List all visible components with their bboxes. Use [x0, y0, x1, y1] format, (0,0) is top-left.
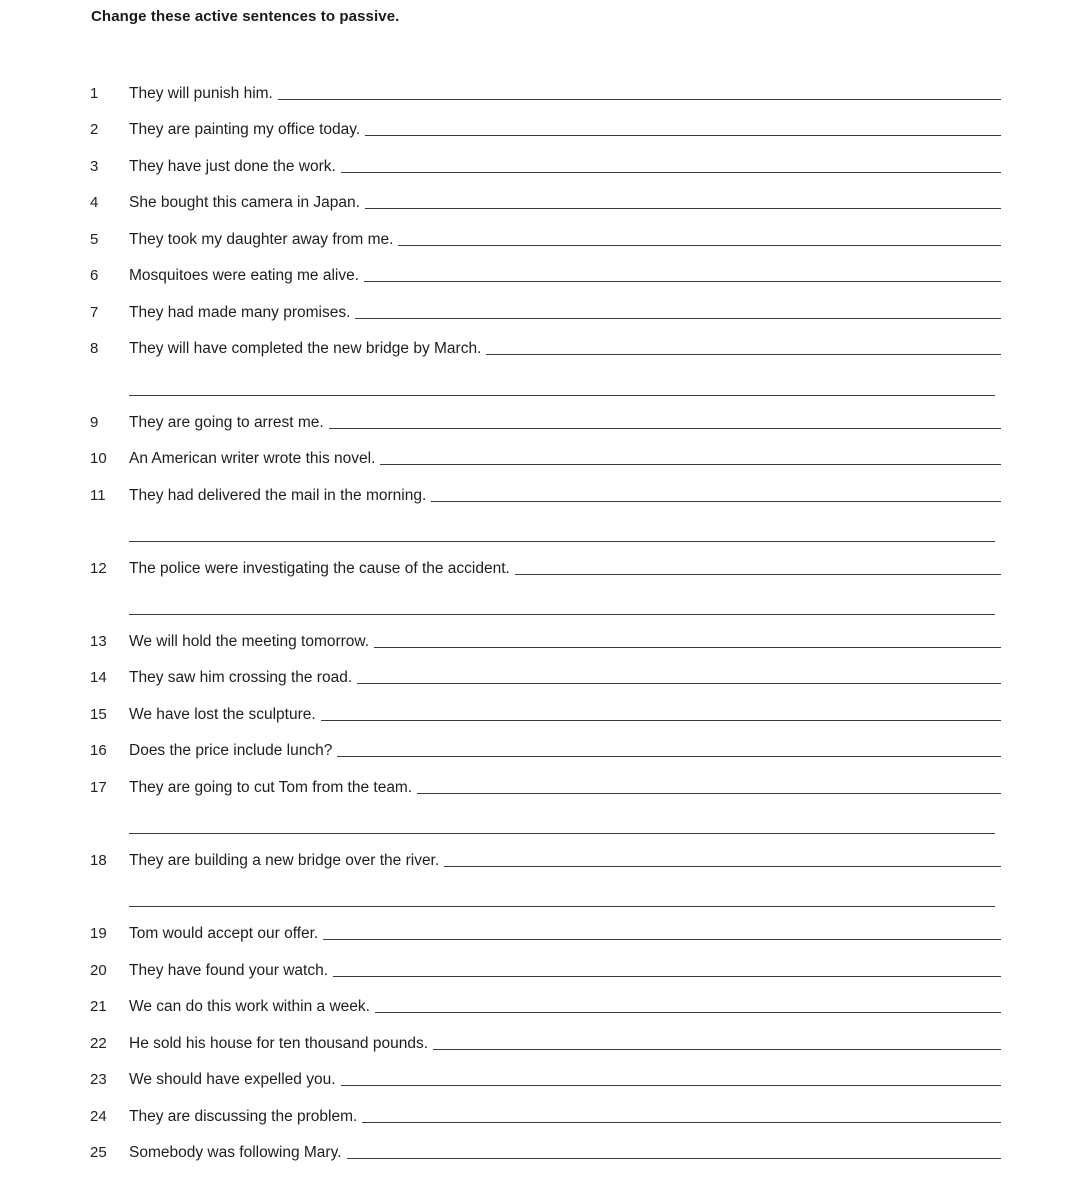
item-number: 21 — [90, 998, 107, 1015]
item-sentence: They are discussing the problem. — [129, 1108, 358, 1125]
item-sentence: Mosquitoes were eating me alive. — [129, 267, 360, 284]
item-number: 23 — [90, 1071, 107, 1088]
exercise-item-5 — [0, 231, 1080, 253]
item-number: 25 — [90, 1144, 107, 1161]
exercise-item-8 — [0, 340, 1080, 362]
item-number: 13 — [90, 633, 107, 650]
item-sentence: They have found your watch. — [129, 962, 329, 979]
item-number: 1 — [90, 85, 99, 102]
item-number: 4 — [90, 194, 99, 211]
item-sentence: We should have expelled you. — [129, 1071, 336, 1088]
answer-line[interactable] — [337, 756, 1001, 757]
exercise-item-3 — [0, 158, 1080, 180]
answer-line[interactable] — [486, 354, 1001, 355]
answer-line[interactable] — [321, 720, 1001, 721]
item-number: 10 — [90, 450, 107, 467]
item-number: 14 — [90, 669, 107, 686]
item-number: 19 — [90, 925, 107, 942]
item-sentence: They are painting my office today. — [129, 121, 361, 138]
item-number: 20 — [90, 962, 107, 979]
item-sentence: Somebody was following Mary. — [129, 1144, 342, 1161]
answer-line[interactable] — [357, 683, 1001, 684]
answer-line[interactable] — [278, 99, 1001, 100]
answer-line[interactable] — [433, 1049, 1001, 1050]
item-number: 2 — [90, 121, 99, 138]
item-number: 5 — [90, 231, 99, 248]
answer-line-continuation[interactable] — [129, 614, 995, 615]
item-sentence: They had made many promises. — [129, 304, 351, 321]
exercise-item-15 — [0, 706, 1080, 728]
exercise-item-11 — [0, 487, 1080, 509]
item-number: 18 — [90, 852, 107, 869]
exercise-item-12 — [0, 560, 1080, 582]
exercise-item-4 — [0, 194, 1080, 216]
answer-line[interactable] — [431, 501, 1001, 502]
exercise-item-16 — [0, 742, 1080, 764]
answer-line[interactable] — [398, 245, 1001, 246]
item-number: 24 — [90, 1108, 107, 1125]
exercise-item-10 — [0, 450, 1080, 472]
item-sentence: They have just done the work. — [129, 158, 336, 175]
answer-line[interactable] — [355, 318, 1001, 319]
item-sentence: They had delivered the mail in the morning. — [129, 487, 427, 504]
answer-line[interactable] — [375, 1012, 1001, 1013]
exercise-item-21 — [0, 998, 1080, 1020]
answer-line[interactable] — [444, 866, 1001, 867]
exercise-item-25 — [0, 1144, 1080, 1166]
item-number: 22 — [90, 1035, 107, 1052]
item-sentence: The police were investigating the cause of the accident. — [129, 560, 510, 577]
answer-line-continuation[interactable] — [129, 395, 995, 396]
exercise-item-2 — [0, 121, 1080, 143]
answer-line[interactable] — [374, 647, 1001, 648]
item-sentence: They are going to arrest me. — [129, 414, 324, 431]
answer-line[interactable] — [347, 1158, 1002, 1159]
exercise-item-17 — [0, 779, 1080, 801]
item-sentence: They will have completed the new bridge by March. — [129, 340, 482, 357]
answer-line[interactable] — [365, 208, 1001, 209]
item-sentence: They took my daughter away from me. — [129, 231, 394, 248]
item-sentence: An American writer wrote this novel. — [129, 450, 376, 467]
exercise-item-6 — [0, 267, 1080, 289]
item-number: 17 — [90, 779, 107, 796]
exercise-item-1 — [0, 85, 1080, 107]
item-number: 3 — [90, 158, 99, 175]
answer-line[interactable] — [380, 464, 1001, 465]
item-sentence: We have lost the sculpture. — [129, 706, 316, 723]
item-sentence: We can do this work within a week. — [129, 998, 370, 1015]
answer-line-continuation[interactable] — [129, 906, 995, 907]
item-sentence: He sold his house for ten thousand pounds. — [129, 1035, 429, 1052]
answer-line-continuation[interactable] — [129, 833, 995, 834]
answer-line[interactable] — [362, 1122, 1001, 1123]
answer-line[interactable] — [329, 428, 1001, 429]
item-number: 16 — [90, 742, 107, 759]
answer-line[interactable] — [333, 976, 1001, 977]
exercise-item-19 — [0, 925, 1080, 947]
exercise-item-24 — [0, 1108, 1080, 1130]
item-number: 11 — [90, 487, 106, 504]
answer-line[interactable] — [341, 1085, 1001, 1086]
exercise-item-22 — [0, 1035, 1080, 1057]
exercise-item-14 — [0, 669, 1080, 691]
answer-line[interactable] — [417, 793, 1001, 794]
item-sentence: She bought this camera in Japan. — [129, 194, 360, 211]
answer-line-continuation[interactable] — [129, 541, 995, 542]
item-sentence: They will punish him. — [129, 85, 273, 102]
item-sentence: Tom would accept our offer. — [129, 925, 319, 942]
item-sentence: They saw him crossing the road. — [129, 669, 353, 686]
exercise-item-7 — [0, 304, 1080, 326]
item-sentence: They are building a new bridge over the river. — [129, 852, 440, 869]
answer-line[interactable] — [515, 574, 1001, 575]
exercise-item-20 — [0, 962, 1080, 984]
item-number: 6 — [90, 267, 99, 284]
answer-line[interactable] — [364, 281, 1001, 282]
exercise-item-13 — [0, 633, 1080, 655]
item-sentence: We will hold the meeting tomorrow. — [129, 633, 370, 650]
item-sentence: They are going to cut Tom from the team. — [129, 779, 413, 796]
worksheet-title: Change these active sentences to passive. — [91, 8, 400, 25]
exercise-item-18 — [0, 852, 1080, 874]
answer-line[interactable] — [365, 135, 1001, 136]
answer-line[interactable] — [341, 172, 1001, 173]
item-number: 12 — [90, 560, 107, 577]
item-number: 8 — [90, 340, 99, 357]
answer-line[interactable] — [323, 939, 1001, 940]
item-number: 9 — [90, 414, 99, 431]
item-number: 7 — [90, 304, 99, 321]
exercise-item-9 — [0, 414, 1080, 436]
item-sentence: Does the price include lunch? — [129, 742, 333, 759]
exercise-item-23 — [0, 1071, 1080, 1093]
item-number: 15 — [90, 706, 107, 723]
